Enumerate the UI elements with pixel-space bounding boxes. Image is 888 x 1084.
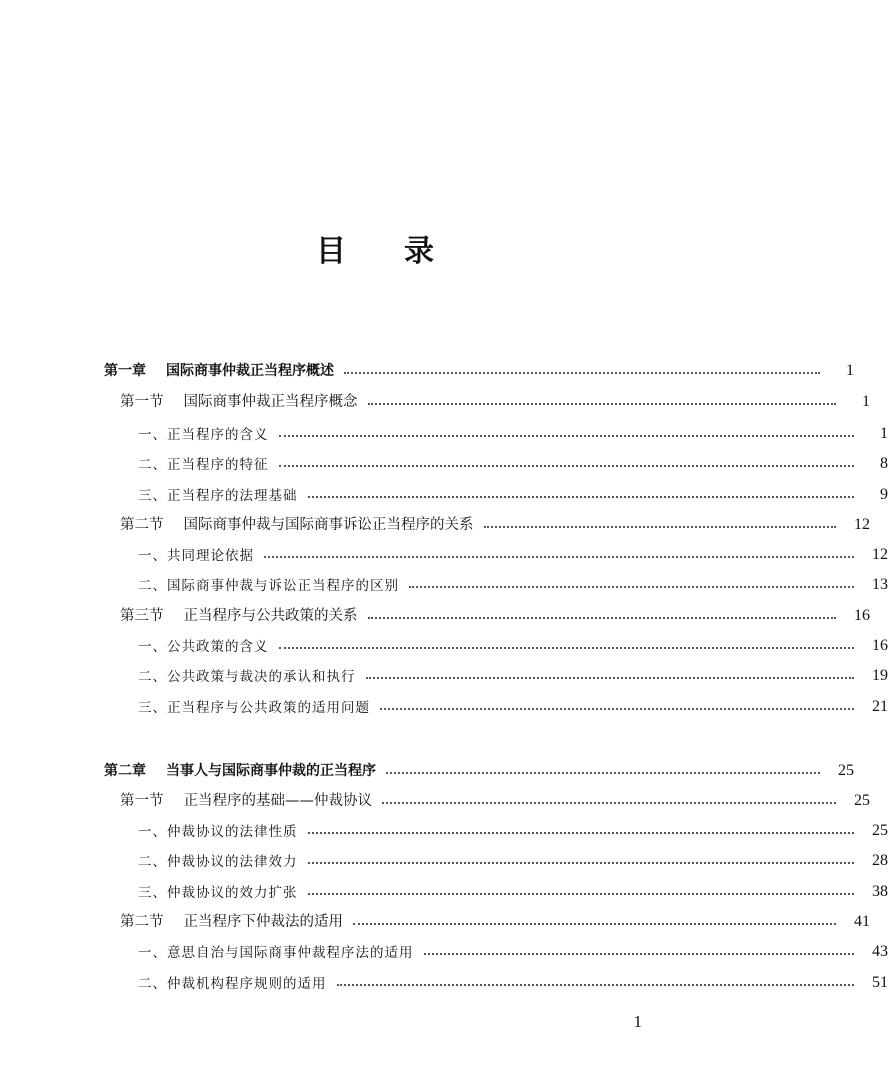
toc-entry-text: 正当程序与公共政策的关系 — [183, 608, 358, 624]
toc-entry-text: 一、仲裁协议的法律性质 — [138, 824, 298, 840]
toc-entry-number: 第二节 — [120, 517, 164, 533]
dot-leader — [308, 892, 855, 895]
toc-entry-number: 第一节 — [120, 793, 164, 809]
toc-entry-item — [0, 816, 888, 840]
toc-entry-page: 12 — [854, 516, 870, 533]
toc-entry-chapter — [0, 356, 854, 380]
toc-entry-text: 国际商事仲裁正当程序概述 — [166, 363, 334, 379]
toc-entry-item — [0, 540, 888, 564]
dot-leader — [366, 676, 855, 679]
toc-entry-page: 1 — [846, 362, 854, 379]
toc-entry-page: 8 — [880, 455, 888, 472]
toc-entry-label — [138, 850, 298, 870]
toc-entry-page: 21 — [872, 698, 888, 715]
toc-entry-item — [0, 480, 888, 504]
dot-leader — [368, 616, 837, 619]
toc-entry-text: 一、正当程序的含义 — [138, 427, 269, 443]
dot-leader — [308, 861, 855, 864]
toc-entry-text: 二、正当程序的特征 — [138, 457, 269, 473]
dot-leader — [279, 646, 855, 649]
toc-entry-page: 38 — [872, 883, 888, 900]
toc-entry-text: 三、正当程序的法理基础 — [138, 488, 298, 504]
dot-leader — [308, 831, 855, 834]
toc-entry-label — [138, 574, 399, 594]
toc-entry-text: 一、共同理论依据 — [138, 548, 254, 564]
toc-entry-item — [0, 846, 888, 870]
dot-leader — [264, 555, 854, 558]
toc-entry-label — [138, 423, 269, 443]
toc-entry-item — [0, 419, 888, 443]
dot-leader — [368, 402, 837, 405]
toc-entry-label — [120, 390, 358, 411]
toc-entry-page: 28 — [872, 852, 888, 869]
toc-entry-text: 一、公共政策的含义 — [138, 639, 269, 655]
toc-entry-label — [138, 941, 414, 961]
toc-entry-item — [0, 968, 888, 992]
toc-entry-page: 1 — [880, 425, 888, 442]
toc-entry-item — [0, 449, 888, 473]
toc-entry-label — [120, 604, 358, 625]
page-title: 目录 — [316, 234, 492, 269]
toc-entry-text: 二、仲裁协议的法律效力 — [138, 854, 298, 870]
dot-leader — [353, 922, 836, 925]
toc-entry-label — [138, 972, 327, 992]
toc-entry-page: 43 — [872, 943, 888, 960]
toc-entry-section — [0, 786, 870, 810]
toc-entry-page: 51 — [872, 974, 888, 991]
toc-entry-page: 25 — [838, 762, 854, 779]
toc-entry-number: 第一节 — [120, 394, 164, 410]
toc-entry-text: 三、仲裁协议的效力扩张 — [138, 885, 298, 901]
toc-entry-page: 1 — [862, 393, 870, 410]
dot-leader — [484, 525, 837, 528]
toc-entry-text: 国际商事仲裁与国际商事诉讼正当程序的关系 — [183, 517, 474, 533]
toc-entry-text: 三、正当程序与公共政策的适用问题 — [138, 700, 370, 716]
toc-entry-page: 12 — [872, 546, 888, 563]
page-number: 1 — [633, 1012, 642, 1031]
toc-entry-section — [0, 907, 870, 931]
toc-entry-item — [0, 692, 888, 716]
toc-entry-text: 正当程序下仲裁法的适用 — [183, 914, 343, 930]
toc-entry-page: 16 — [872, 637, 888, 654]
toc-entry-text: 二、仲裁机构程序规则的适用 — [138, 976, 327, 992]
toc-entry-label — [138, 881, 298, 901]
toc-entry-page: 25 — [854, 792, 870, 809]
toc-entry-label — [120, 513, 474, 534]
toc-entry-text: 国际商事仲裁正当程序概念 — [183, 394, 358, 410]
toc-entry-page: 13 — [872, 576, 888, 593]
toc-entry-page: 41 — [854, 913, 870, 930]
toc-entry-label — [138, 544, 254, 564]
dot-leader — [386, 771, 820, 774]
toc-entry-text: 一、意思自治与国际商事仲裁程序法的适用 — [138, 945, 414, 961]
toc-entry-page: 9 — [880, 486, 888, 503]
toc-entry-label — [138, 484, 298, 504]
toc-entry-label — [138, 820, 298, 840]
toc-entry-item — [0, 661, 888, 685]
dot-leader — [382, 801, 836, 804]
toc-entry-page: 16 — [854, 607, 870, 624]
toc-entry-number: 第二章 — [104, 763, 146, 779]
toc-entry-item — [0, 631, 888, 655]
toc-entry-text: 二、公共政策与裁决的承认和执行 — [138, 669, 356, 685]
toc-entry-label — [138, 665, 356, 685]
toc-entry-label — [138, 453, 269, 473]
toc-entry-page: 19 — [872, 667, 888, 684]
dot-leader — [424, 952, 855, 955]
toc-entry-section — [0, 510, 870, 534]
toc-entry-item — [0, 877, 888, 901]
toc-entry-label — [120, 789, 372, 810]
toc-entry-text: 正当程序的基础——仲裁协议 — [183, 793, 372, 809]
toc-entry-section — [0, 387, 870, 411]
dot-leader — [279, 434, 855, 437]
dot-leader — [409, 585, 854, 588]
dot-leader — [344, 371, 820, 374]
toc-entry-label — [104, 360, 334, 380]
toc-entry-number: 第二节 — [120, 914, 164, 930]
toc-entry-label — [104, 760, 376, 780]
toc-entry-label — [120, 910, 343, 931]
toc-entry-item — [0, 937, 888, 961]
dot-leader — [279, 464, 855, 467]
toc-entry-text: 二、国际商事仲裁与诉讼正当程序的区别 — [138, 578, 399, 594]
toc-entry-number: 第一章 — [104, 363, 146, 379]
toc-entry-label — [138, 696, 370, 716]
toc-entry-item — [0, 570, 888, 594]
dot-leader — [380, 707, 854, 710]
toc-entry-chapter — [0, 756, 854, 780]
toc-entry-text: 当事人与国际商事仲裁的正当程序 — [166, 763, 376, 779]
toc-entry-section — [0, 601, 870, 625]
toc-entry-label — [138, 635, 269, 655]
dot-leader — [308, 495, 855, 498]
dot-leader — [337, 983, 855, 986]
toc-entry-page: 25 — [872, 822, 888, 839]
toc-entry-number: 第三节 — [120, 608, 164, 624]
